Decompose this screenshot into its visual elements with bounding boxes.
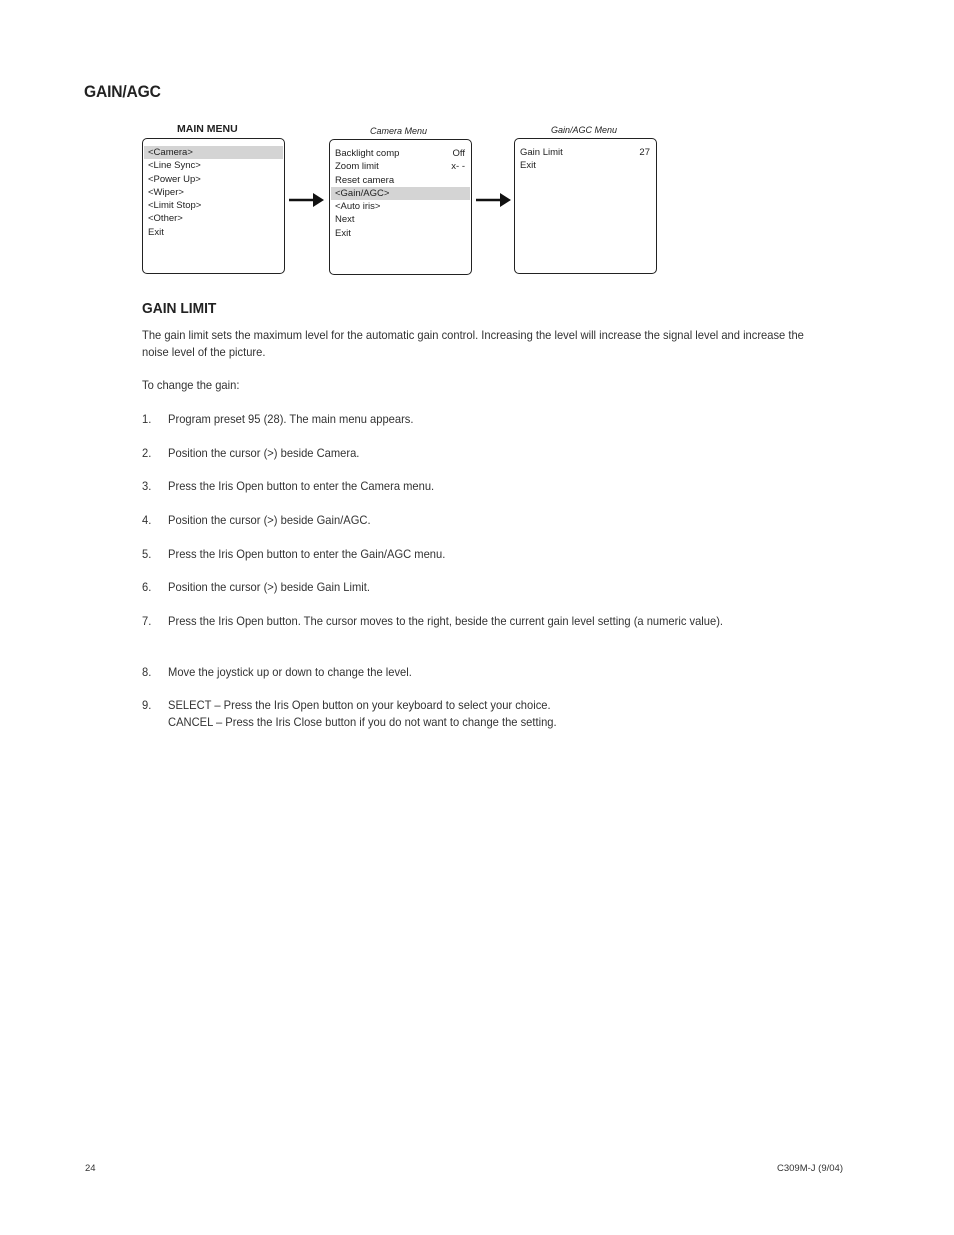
gain-agc-menu-item-gain-limit [515, 146, 656, 159]
step-number: 2. [142, 446, 152, 460]
camera-menu-title: Camera Menu [370, 126, 428, 136]
step-text: Program preset 95 (28). The main menu appears. [168, 412, 414, 426]
item-label: Gain Limit [520, 147, 563, 158]
item-label: <Auto iris> [335, 201, 381, 213]
lead-text: To change the gain: [142, 378, 240, 392]
document-id: C309M-J (9/04) [777, 1163, 843, 1174]
camera-menu-item-gain-agc [331, 187, 470, 200]
step-number: 7. [142, 614, 152, 628]
item-label: <Gain/AGC> [335, 187, 390, 199]
step-number: 6. [142, 580, 152, 594]
item-label: Next [335, 214, 355, 226]
item-value: x- - [451, 161, 465, 173]
gain-agc-menu-title: Gain/AGC Menu [551, 125, 618, 135]
main-menu-item-line-sync: <Line Sync> [148, 160, 201, 172]
item-value: Off [452, 148, 465, 159]
step-text: CANCEL – Press the Iris Close button if you do not want to change the setting. [168, 715, 557, 729]
intro-line-2: noise level of the picture. [142, 345, 266, 359]
step-number: 5. [142, 547, 152, 561]
camera-menu-box [329, 139, 472, 275]
gain-agc-menu-item-exit [515, 159, 656, 172]
main-menu-item-exit: Exit [148, 226, 164, 238]
intro-line-1: The gain limit sets the maximum level for the automatic gain control. Increasing the level will increase the signal level and increase the [142, 328, 804, 342]
item-label: Zoom limit [335, 161, 379, 173]
step-text: Position the cursor (>) beside Gain/AGC. [168, 513, 371, 527]
page-number: 24 [85, 1163, 96, 1174]
main-menu-title: MAIN MENU [177, 123, 238, 135]
step-number: 1. [142, 412, 152, 426]
main-menu-box [142, 138, 285, 274]
camera-menu-item-exit [330, 227, 471, 240]
step-number: 9. [142, 698, 152, 712]
main-menu-item-wiper: <Wiper> [148, 186, 184, 198]
item-value: 27 [639, 147, 650, 158]
step-number: 8. [142, 665, 152, 679]
item-label: Reset camera [335, 174, 395, 186]
step-number: 3. [142, 479, 152, 493]
item-label: Backlight comp [335, 148, 400, 159]
main-menu-item-camera: <Camera> [144, 146, 283, 159]
page-heading: GAIN/AGC [84, 82, 161, 101]
main-menu-item-other: <Other> [148, 213, 183, 225]
main-menu-item-limit-stop: <Limit Stop> [148, 200, 202, 212]
gain-agc-menu-box [514, 138, 657, 274]
step-text: Position the cursor (>) beside Gain Limit. [168, 580, 370, 594]
step-text: Press the Iris Open button to enter the Camera menu. [168, 479, 435, 493]
right-arrow-icon [289, 192, 325, 208]
step-number: 4. [142, 513, 152, 527]
camera-menu-item-zoom-limit [330, 160, 471, 173]
step-text: SELECT – Press the Iris Open button on your keyboard to select your choice. [168, 698, 551, 712]
section-title: GAIN LIMIT [142, 300, 217, 317]
camera-menu-item-auto-iris [330, 200, 471, 213]
item-label: Exit [335, 227, 351, 239]
step-text: Press the Iris Open button to enter the Gain/AGC menu. [168, 547, 446, 561]
item-label: Exit [520, 160, 536, 172]
right-arrow-icon [476, 192, 512, 208]
camera-menu-item-backlight-comp [330, 147, 471, 160]
step-text: Position the cursor (>) beside Camera. [168, 446, 360, 460]
camera-menu-item-reset-camera [330, 174, 471, 187]
main-menu-item-power-up: <Power Up> [148, 173, 201, 185]
step-text: Press the Iris Open button. The cursor moves to the right, beside the current gain level setting (a numeric value). [168, 614, 724, 628]
step-text: Move the joystick up or down to change the level. [168, 665, 412, 679]
camera-menu-item-next [330, 213, 471, 226]
